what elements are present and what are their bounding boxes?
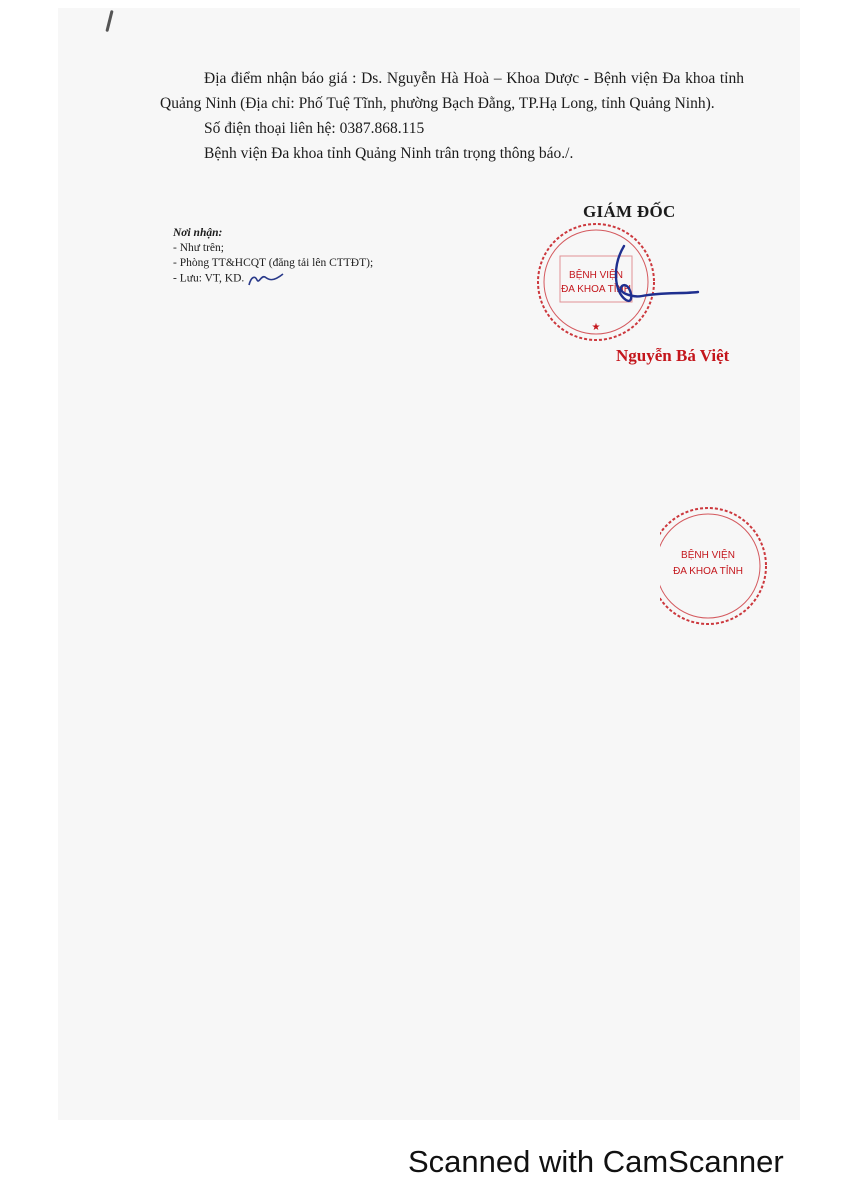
initials-mark (247, 271, 285, 287)
seal-line: BỆNH VIỆN (569, 270, 623, 281)
seal-line: BỆNH VIỆN (681, 550, 735, 561)
signer-name: Nguyễn Bá Việt (616, 346, 730, 365)
seal-star: ★ (591, 322, 601, 333)
quote-address-paragraph: Địa điểm nhận báo giá : Ds. Nguyễn Hà Hoà – Khoa Dược - Bệnh viện Đa khoa tỉnh Quảng Ninh (Địa chỉ: Phố Tuệ Tĩnh, phường Bạch Đằng, TP.Hạ Long, tỉnh Quảng Ninh). (160, 70, 744, 112)
director-signature (602, 240, 702, 320)
seal-line: ĐA KHOA TỈNH (561, 284, 631, 295)
closing-line: Bệnh viện Đa khoa tỉnh Quảng Ninh trân trọng thông báo./. (204, 145, 574, 162)
hospital-seal-partial (660, 498, 780, 638)
signature-title: GIÁM ĐỐC (583, 202, 676, 221)
recipient-item-text: - Lưu: VT, KD. (173, 272, 245, 285)
camscanner-watermark: Scanned with CamScanner (408, 1144, 784, 1179)
recipients-block (173, 226, 373, 287)
phone-line: Số điện thoại liên hệ: 0387.868.115 (204, 120, 425, 137)
recipient-item: - Phòng TT&HCQT (đăng tải lên CTTĐT); (173, 257, 374, 269)
document-body (160, 66, 744, 166)
recipient-item (173, 271, 373, 287)
seal-line: ĐA KHOA TỈNH (673, 566, 743, 577)
recipients-label: Nơi nhận: (173, 227, 223, 239)
recipient-item: - Như trên; (173, 242, 224, 254)
